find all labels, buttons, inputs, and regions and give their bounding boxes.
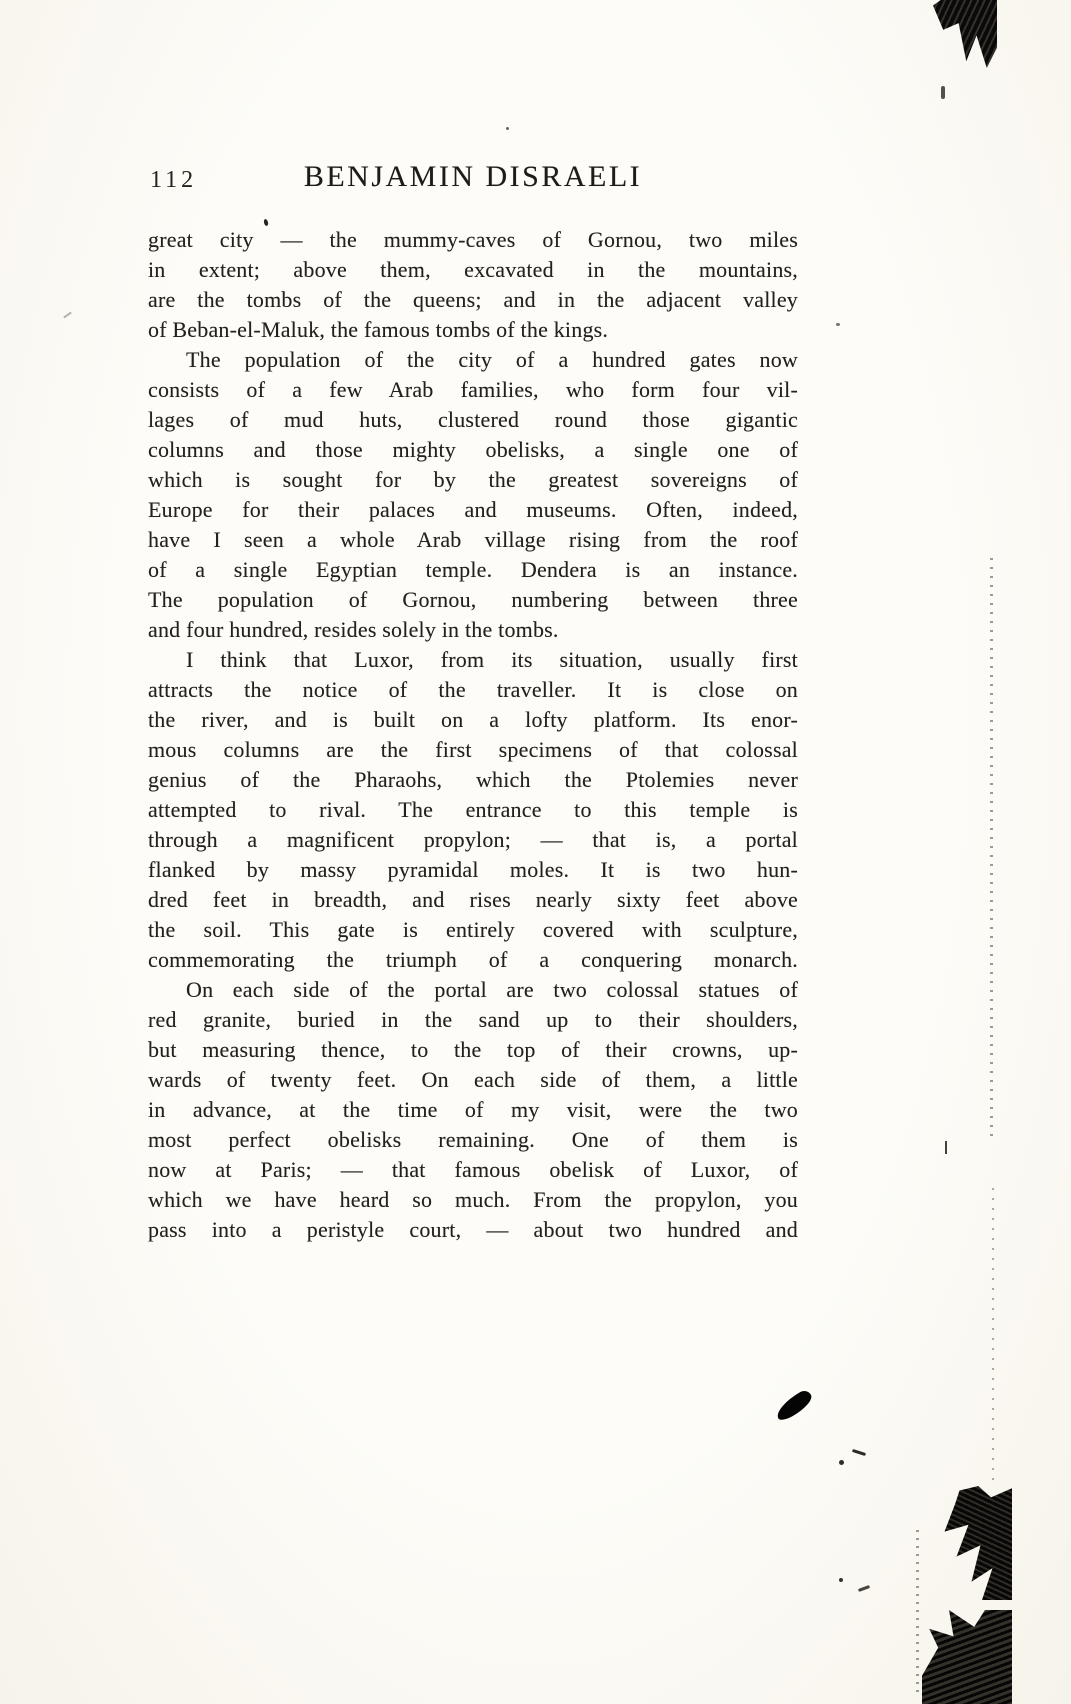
text-line: columns and those mighty obelisks, a single one of <box>148 437 798 462</box>
text-block <box>148 160 798 1245</box>
text-line: which we have heard so much. From the propylon, you <box>148 1187 798 1212</box>
text-line: the soil. This gate is entirely covered with sculpture, <box>148 917 798 942</box>
text-line: On each side of the portal are two colossal statues of <box>186 977 798 1002</box>
text-line: the river, and is built on a lofty platform. Its enor- <box>148 707 798 732</box>
text-line: and four hundred, resides solely in the tombs. <box>148 617 559 642</box>
text-line: consists of a few Arab families, who form four vil- <box>148 377 798 402</box>
text-line: The population of the city of a hundred gates now <box>186 347 798 372</box>
text-line: of a single Egyptian temple. Dendera is an instance. <box>148 557 798 582</box>
scan-artifact-tick <box>945 1141 947 1154</box>
scan-artifact-mark <box>858 1585 870 1592</box>
text-line: genius of the Pharaohs, which the Ptolemies never <box>148 767 798 792</box>
text-line: but measuring thence, to the top of their crowns, up- <box>148 1037 798 1062</box>
text-line: wards of twenty feet. On each side of them, a little <box>148 1067 798 1092</box>
paragraph <box>148 345 798 645</box>
scan-speckle-column <box>916 1524 919 1692</box>
text-line: dred feet in breadth, and rises nearly sixty feet above <box>148 887 798 912</box>
text-line: through a magnificent propylon; — that is, a portal <box>148 827 798 852</box>
text-line: The population of Gornou, numbering between three <box>148 587 798 612</box>
text-line: now at Paris; — that famous obelisk of Luxor, of <box>148 1157 798 1182</box>
scan-artifact-speck <box>836 323 840 326</box>
text-line: in advance, at the time of my visit, were the two <box>148 1097 798 1122</box>
text-line: great city — the mummy-caves of Gornou, two miles <box>148 227 798 252</box>
page-number: 112 <box>150 167 198 193</box>
scan-artifact-speck <box>506 127 509 130</box>
paragraph <box>148 975 798 1245</box>
text-line: which is sought for by the greatest sovereigns of <box>148 467 798 492</box>
scan-artifact-dot <box>839 1578 843 1582</box>
text-body <box>148 225 798 1245</box>
scan-speckle-column <box>990 556 993 1136</box>
ink-blob-artifact <box>772 1388 815 1423</box>
text-line: commemorating the triumph of a conquering monarch. <box>148 947 798 972</box>
text-line: of Beban-el-Maluk, the famous tombs of the kings. <box>148 317 609 342</box>
scan-artifact-dot <box>839 1460 844 1465</box>
text-line: attempted to rival. The entrance to this temple is <box>148 797 798 822</box>
text-line: Europe for their palaces and museums. Often, indeed, <box>148 497 798 522</box>
scan-artifact-top-right <box>933 0 997 68</box>
scan-artifact-speck <box>63 312 72 319</box>
text-line: flanked by massy pyramidal moles. It is two hun- <box>148 857 798 882</box>
paragraph <box>148 645 798 975</box>
text-line: pass into a peristyle court, — about two hundred and <box>148 1217 798 1242</box>
scan-artifact-tick <box>941 86 945 99</box>
scan-artifact-corner-blob <box>937 1486 1012 1600</box>
scan-artifact-mark <box>852 1449 866 1456</box>
page-header <box>148 160 798 198</box>
paragraph <box>148 225 798 345</box>
text-line: in extent; above them, excavated in the mountains, <box>148 257 798 282</box>
text-line: attracts the notice of the traveller. It is close on <box>148 677 798 702</box>
text-line: mous columns are the first specimens of that colossal <box>148 737 798 762</box>
text-line: most perfect obelisks remaining. One of them is <box>148 1127 798 1152</box>
scan-speckle-column <box>992 1180 994 1480</box>
text-line: red granite, buried in the sand up to their shoulders, <box>148 1007 798 1032</box>
text-line: lages of mud huts, clustered round those gigantic <box>148 407 798 432</box>
text-line: I think that Luxor, from its situation, usually first <box>186 647 798 672</box>
scan-artifact-corner-blob <box>922 1610 1012 1704</box>
text-line: are the tombs of the queens; and in the adjacent valley <box>148 287 798 312</box>
page-title: BENJAMIN DISRAELI <box>303 160 643 193</box>
text-line: have I seen a whole Arab village rising from the roof <box>148 527 798 552</box>
